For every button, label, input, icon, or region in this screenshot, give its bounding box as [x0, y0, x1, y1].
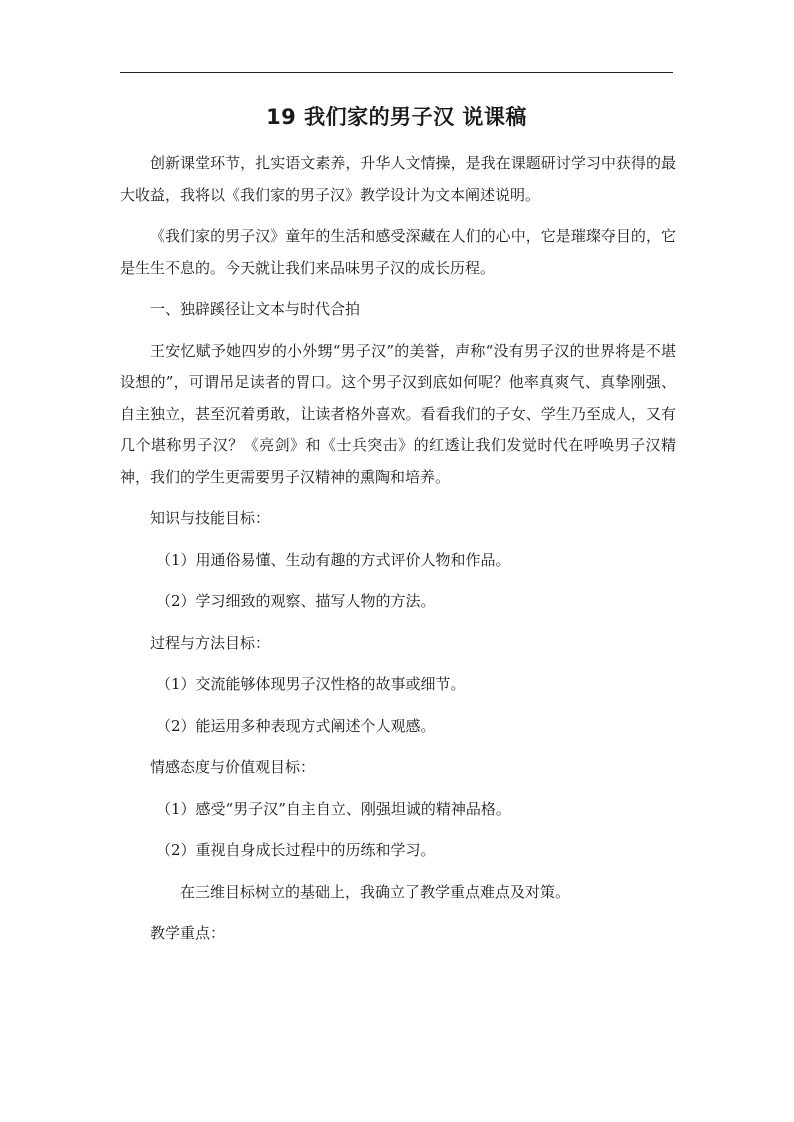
objective-item: （1）交流能够体现男子汉性格的故事或细节。 [156, 675, 466, 693]
header-rule [120, 72, 673, 73]
document-title: 19 我们家的男子汉 说课稿 [266, 105, 527, 129]
paragraph-analysis: 王安忆赋予她四岁的小外甥“男子汉”的美誉，声称“没有男子汉的世界将是不堪设想的”，可谓吊足读者的胃口。这个男子汉到底如何呢？他率真爽气、真挚刚强、自主独立，甚至沉着勇敢，让读者格外喜欢。看看我们的子女、学生乃至成人，又有几个堪称男子汉？《亮剑》和《士兵突击》的红透让我们发觉时代在呼唤男子汉精神，我们的学生更需要男子汉精神的熏陶和培养。 [120, 341, 676, 486]
paragraph-summary: 《我们家的男子汉》童年的生活和感受深藏在人们的心中，它是璀璨夺目的，它是生生不息的。今天就让我们来品味男子汉的成长历程。 [120, 227, 676, 277]
teaching-focus-heading: 教学重点： [150, 924, 226, 942]
objective-item: （2）能运用多种表现方式阐述个人观感。 [156, 716, 436, 735]
section-heading: 一、独辟蹊径让文本与时代合拍 [150, 300, 361, 318]
objective-heading-emotion: 情感态度与价值观目标： [150, 758, 316, 776]
paragraph-transition: 在三维目标树立的基础上，我确立了教学重点难点及对策。 [180, 882, 571, 901]
document-body [120, 148, 676, 960]
objective-item: （2）学习细致的观察、描写人物的方法。 [156, 592, 436, 610]
objective-item: （1）用通俗易懂、生动有趣的方式评价人物和作品。 [156, 550, 511, 569]
objective-heading-process: 过程与方法目标： [150, 633, 271, 652]
paragraph-intro: 创新课堂环节，扎实语文素养，升华人文情操，是我在课题研讨学习中获得的最大收益，我将以《我们家的男子汉》教学设计为文本阐述说明。 [120, 154, 676, 204]
objective-heading-knowledge: 知识与技能目标： [150, 509, 271, 527]
objective-item: （2）重视自身成长过程中的历练和学习。 [156, 841, 436, 859]
objective-item: （1）感受“男子汉”自主自立、刚强坦诚的精神品格。 [156, 799, 511, 818]
